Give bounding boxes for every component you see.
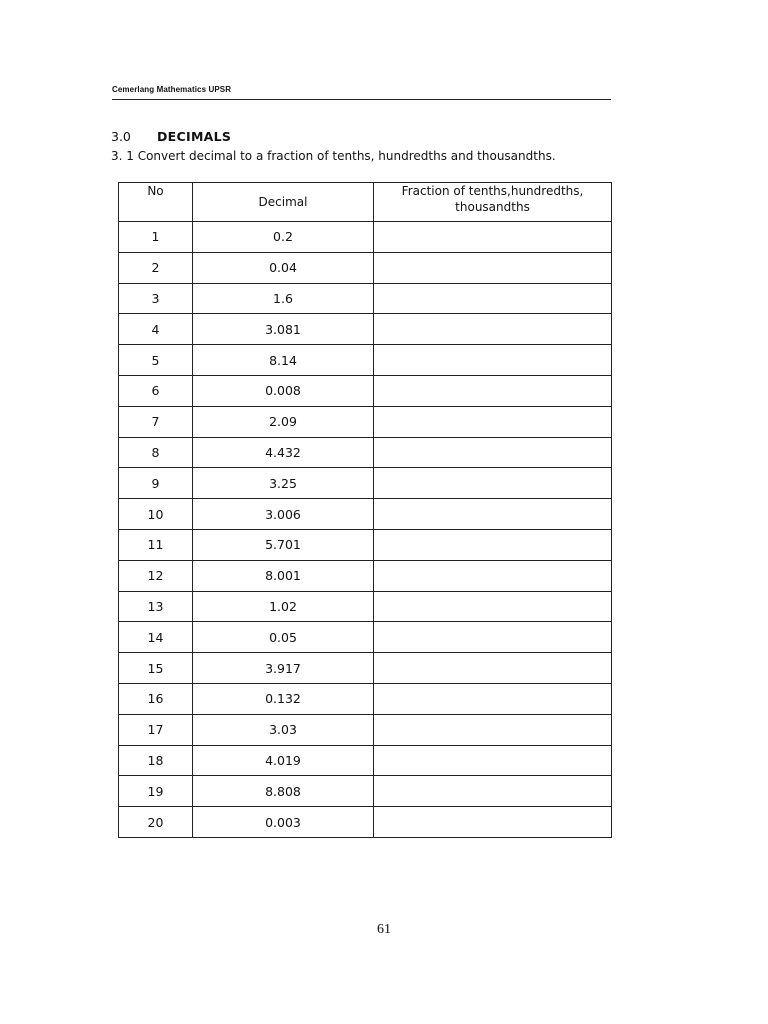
table-row	[119, 560, 612, 591]
table-row	[119, 283, 612, 314]
table-row	[119, 745, 612, 776]
cell-no: 3	[119, 283, 193, 314]
cell-no: 11	[119, 529, 193, 560]
cell-no: 9	[119, 468, 193, 499]
table-row	[119, 622, 612, 653]
cell-fraction-answer[interactable]	[374, 437, 612, 468]
column-header-decimal: Decimal	[193, 183, 374, 222]
cell-no: 14	[119, 622, 193, 653]
table-row	[119, 499, 612, 530]
cell-no: 13	[119, 591, 193, 622]
cell-decimal: 8.808	[193, 776, 374, 807]
section-title: DECIMALS	[157, 129, 232, 144]
cell-fraction-answer[interactable]	[374, 560, 612, 591]
cell-decimal: 1.02	[193, 591, 374, 622]
cell-fraction-answer[interactable]	[374, 345, 612, 376]
cell-decimal: 8.14	[193, 345, 374, 376]
cell-fraction-answer[interactable]	[374, 222, 612, 253]
cell-fraction-answer[interactable]	[374, 529, 612, 560]
subsection-instruction: 3. 1 Convert decimal to a fraction of tenths, hundredths and thousandths.	[111, 149, 556, 163]
cell-fraction-answer[interactable]	[374, 622, 612, 653]
running-header-title: Cemerlang Mathematics UPSR	[112, 85, 232, 94]
table-row	[119, 375, 612, 406]
cell-decimal: 4.019	[193, 745, 374, 776]
cell-decimal: 0.2	[193, 222, 374, 253]
cell-decimal: 3.03	[193, 714, 374, 745]
cell-decimal: 3.006	[193, 499, 374, 530]
table-row	[119, 222, 612, 253]
running-header	[112, 85, 611, 100]
cell-no: 20	[119, 807, 193, 838]
cell-decimal: 0.003	[193, 807, 374, 838]
decimals-table	[118, 182, 612, 838]
cell-fraction-answer[interactable]	[374, 252, 612, 283]
table-header-row	[119, 183, 612, 222]
table-row	[119, 314, 612, 345]
table-row	[119, 406, 612, 437]
table-row	[119, 591, 612, 622]
table-row	[119, 653, 612, 684]
cell-decimal: 0.05	[193, 622, 374, 653]
cell-fraction-answer[interactable]	[374, 468, 612, 499]
table-row	[119, 252, 612, 283]
cell-no: 15	[119, 653, 193, 684]
cell-fraction-answer[interactable]	[374, 776, 612, 807]
cell-no: 19	[119, 776, 193, 807]
page-number: 61	[377, 922, 391, 937]
cell-fraction-answer[interactable]	[374, 375, 612, 406]
cell-decimal: 3.25	[193, 468, 374, 499]
cell-fraction-answer[interactable]	[374, 745, 612, 776]
cell-no: 1	[119, 222, 193, 253]
cell-decimal: 5.701	[193, 529, 374, 560]
cell-no: 5	[119, 345, 193, 376]
cell-decimal: 8.001	[193, 560, 374, 591]
cell-fraction-answer[interactable]	[374, 807, 612, 838]
table-row	[119, 529, 612, 560]
cell-fraction-answer[interactable]	[374, 499, 612, 530]
cell-fraction-answer[interactable]	[374, 591, 612, 622]
table-row	[119, 683, 612, 714]
cell-decimal: 0.04	[193, 252, 374, 283]
cell-fraction-answer[interactable]	[374, 406, 612, 437]
table-row	[119, 776, 612, 807]
cell-fraction-answer[interactable]	[374, 283, 612, 314]
cell-no: 8	[119, 437, 193, 468]
cell-no: 10	[119, 499, 193, 530]
cell-no: 18	[119, 745, 193, 776]
table-row	[119, 807, 612, 838]
table-body	[119, 222, 612, 838]
cell-no: 4	[119, 314, 193, 345]
cell-decimal: 3.917	[193, 653, 374, 684]
cell-no: 2	[119, 252, 193, 283]
cell-decimal: 1.6	[193, 283, 374, 314]
cell-fraction-answer[interactable]	[374, 714, 612, 745]
cell-fraction-answer[interactable]	[374, 314, 612, 345]
table-row	[119, 714, 612, 745]
table-row	[119, 345, 612, 376]
cell-decimal: 3.081	[193, 314, 374, 345]
cell-decimal: 2.09	[193, 406, 374, 437]
cell-no: 16	[119, 683, 193, 714]
table-row	[119, 468, 612, 499]
cell-decimal: 0.132	[193, 683, 374, 714]
cell-no: 6	[119, 375, 193, 406]
section-heading	[111, 129, 231, 145]
table-row	[119, 437, 612, 468]
cell-fraction-answer[interactable]	[374, 683, 612, 714]
cell-fraction-answer[interactable]	[374, 653, 612, 684]
cell-no: 7	[119, 406, 193, 437]
cell-decimal: 0.008	[193, 375, 374, 406]
cell-decimal: 4.432	[193, 437, 374, 468]
cell-no: 12	[119, 560, 193, 591]
section-number: 3.0	[111, 129, 131, 144]
cell-no: 17	[119, 714, 193, 745]
column-header-fraction: Fraction of tenths,hundredths, thousandths	[374, 183, 612, 222]
column-header-no: No	[119, 183, 193, 222]
